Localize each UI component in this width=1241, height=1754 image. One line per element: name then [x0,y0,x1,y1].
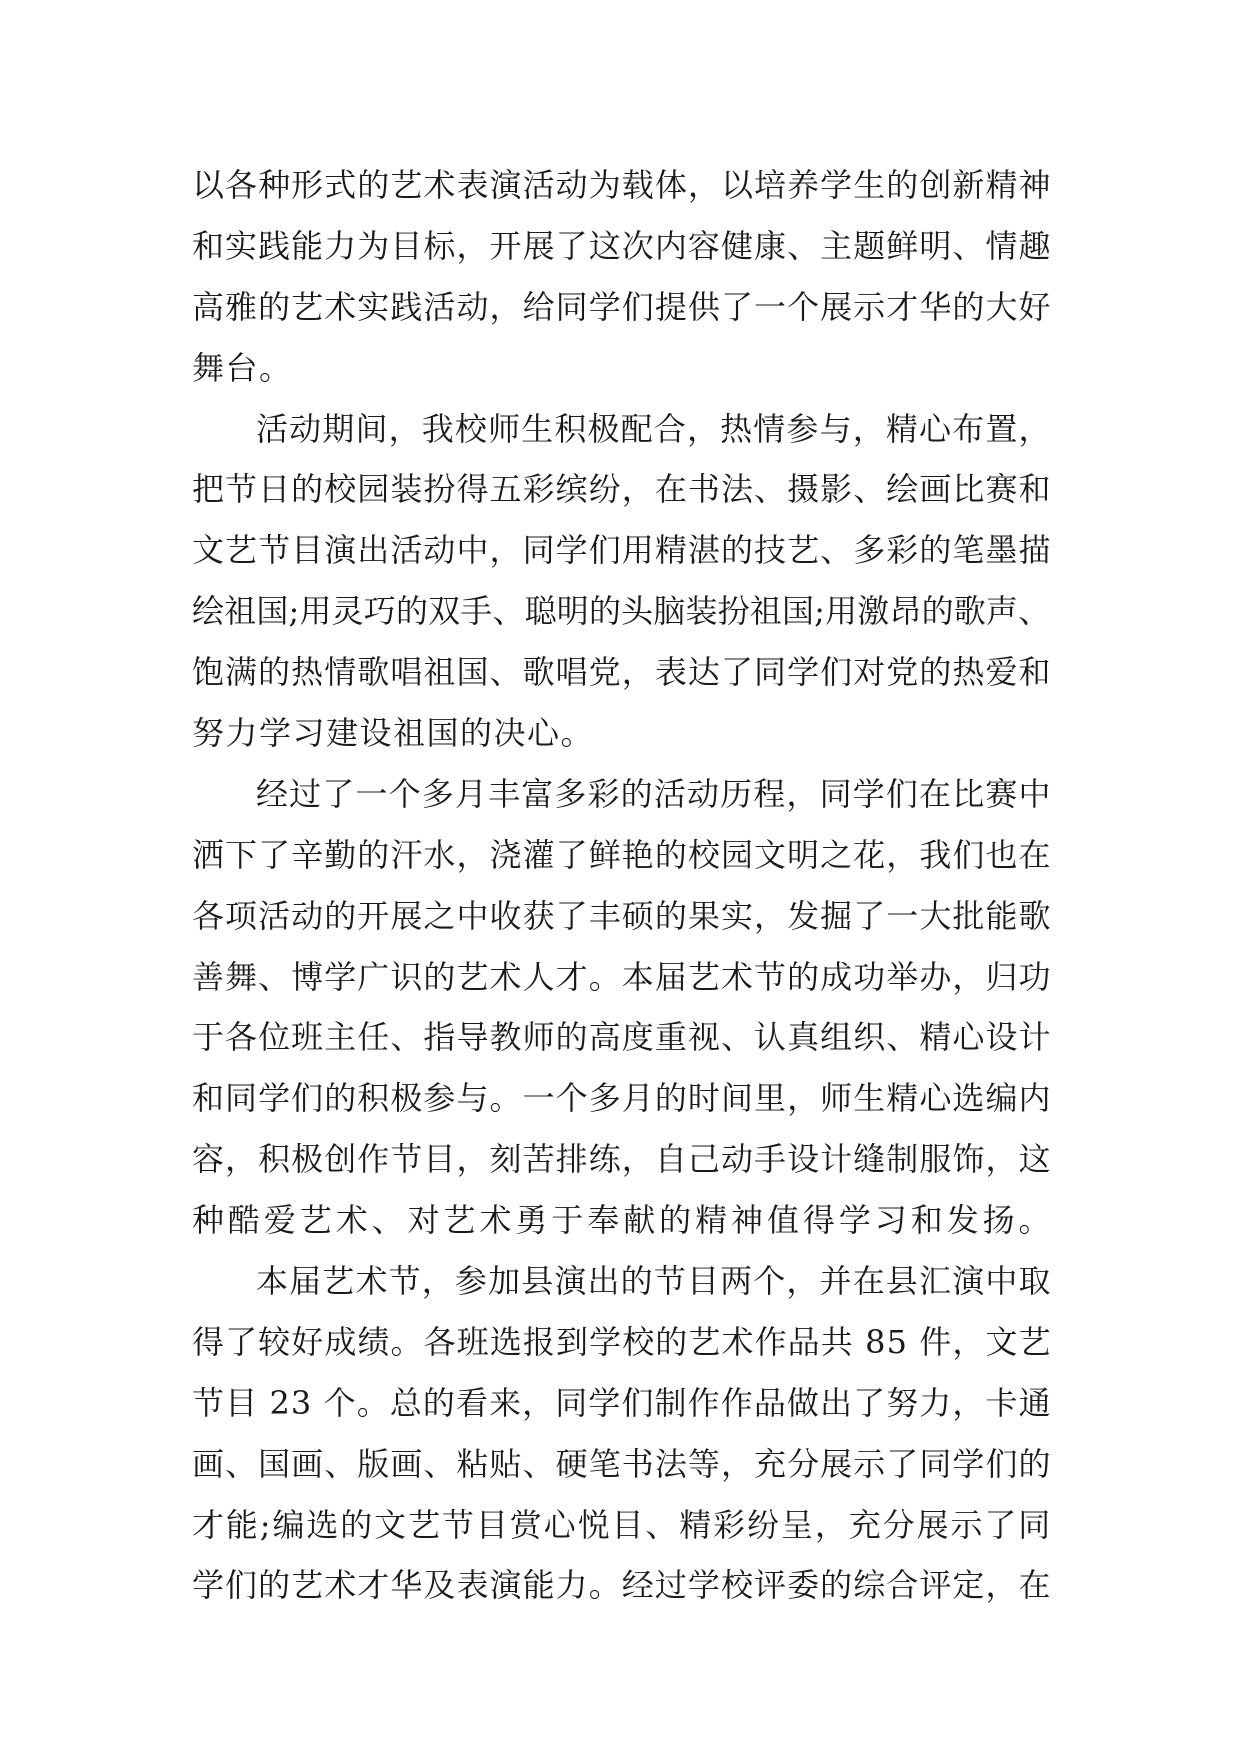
text-line: 和同学们的积极参与。一个多月的时间里，师生精心选编内 [192,1079,1052,1118]
text-line: 各项活动的开展之中收获了丰硕的果实，发掘了一大批能歌 [192,896,1052,935]
paragraph-first-line: 活动期间，我校师生积极配合，热情参与，精心布置， [256,409,1052,448]
text-line: 容，积极创作节目，刻苦排练，自己动手设计缝制服饰，这 [192,1140,1052,1179]
text-line: 善舞、博学广识的艺术人才。本届艺术节的成功举办，归功 [192,957,1052,996]
text-line: 绘祖国;用灵巧的双手、聪明的头脑装扮祖国;用激昂的歌声、 [192,592,1051,631]
text-line: 得了较好成绩。各班选报到学校的艺术作品共 85 件，文艺 [192,1322,1052,1361]
text-line: 画、国画、版画、粘贴、硬笔书法等，充分展示了同学们的 [192,1444,1052,1483]
text-line: 洒下了辛勤的汗水，浇灌了鲜艳的校园文明之花，我们也在 [192,835,1052,874]
text-line: 饱满的热情歌唱祖国、歌唱党，表达了同学们对党的热爱和 [192,653,1052,692]
text-line: 努力学习建设祖国的决心。 [192,714,595,753]
text-line: 于各位班主任、指导教师的高度重视、认真组织、精心设计 [192,1018,1052,1057]
text-line: 种酷爱艺术、对艺术勇于奉献的精神值得学习和发扬。 [192,1201,1055,1240]
text-line: 节目 23 个。总的看来，同学们制作作品做出了努力，卡通 [192,1383,1052,1422]
paragraph-first-line: 本届艺术节，参加县演出的节目两个，并在县汇演中取 [256,1262,1052,1301]
paragraph-first-line: 经过了一个多月丰富多彩的活动历程，同学们在比赛中 [256,774,1052,813]
text-line: 以各种形式的艺术表演活动为载体，以培养学生的创新精神 [192,166,1052,204]
text-line: 和实践能力为目标，开展了这次内容健康、主题鲜明、情趣 [192,226,1052,265]
text-line: 才能;编选的文艺节目赏心悦目、精彩纷呈，充分展示了同 [192,1505,1053,1544]
text-line: 把节日的校园装扮得五彩缤纷，在书法、摄影、绘画比赛和 [192,470,1052,509]
text-line: 学们的艺术才华及表演能力。经过学校评委的综合评定，在 [192,1566,1052,1605]
text-line: 高雅的艺术实践活动，给同学们提供了一个展示才华的大好 [192,287,1052,326]
body-text [192,155,1055,1616]
text-line: 舞台。 [192,348,293,387]
text-line: 文艺节目演出活动中，同学们用精湛的技艺、多彩的笔墨描 [192,531,1052,570]
